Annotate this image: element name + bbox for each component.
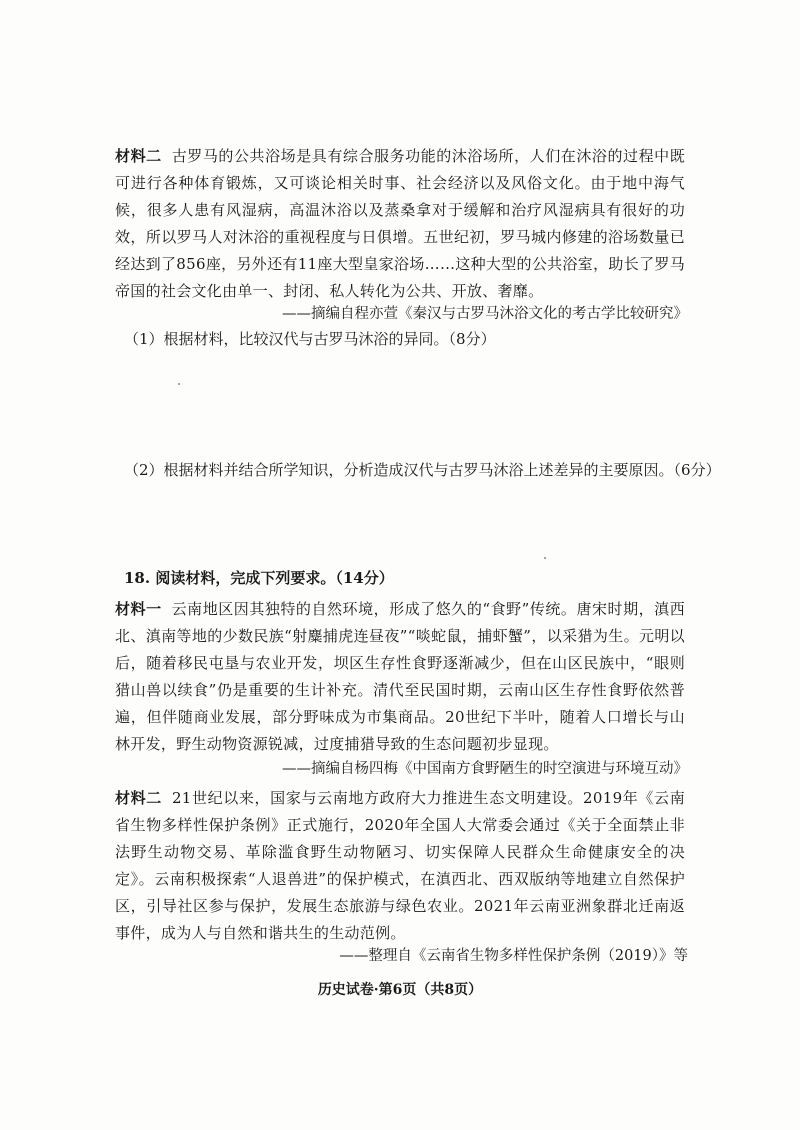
- q18-material1-paragraph: [115, 596, 685, 758]
- material2-text: 古罗马的公共浴场是具有综合服务功能的沐浴场所，人们在沐浴的过程中既可进行各种体育锻炼，又可谈论相关时事、社会经济以及风俗文化。由于地中海气候，很多人患有风湿病，高温沐浴以及蒸桑拿对于缓解和治疗风湿病具有很好的功效，所以罗马人对沐浴的重视程度与日俱增。五世纪初，罗马城内修建的浴场数量已经达到了856座，另外还有11座大型皇家浴场……这种大型的公共浴室，助长了罗马帝国的社会文化由单一、封闭、私人转化为公共、开放、奢靡。: [115, 147, 686, 300]
- material2-paragraph: [115, 143, 685, 305]
- q18-material2-text: 21世纪以来，国家与云南地方政府大力推进生态文明建设。2019年《云南省生物多样性保护条例》正式施行，2020年全国人大常委会通过《关于全面禁止非法野生动物交易、革除滥食野生动物陋习、切实保障人民群众生命健康安全的决定》。云南积极探索“人退兽进”的保护模式，在滇西北、西双版纳等地建立自然保护区，引导社区参与保护，发展生态旅游与绿色农业。2021年云南亚洲象群北迁南返事件，成为人与自然和谐共生的生动范例。: [115, 789, 685, 942]
- material2-label: 材料二: [115, 147, 162, 165]
- q18-material1-source: ——摘编自杨四梅《中国南方食野陋生的时空演进与环境互动》: [282, 761, 688, 777]
- page-footer: 历史试卷·第6页（共8页）: [317, 982, 483, 998]
- q18-material2-paragraph: [115, 785, 685, 947]
- scan-speck: [178, 383, 180, 385]
- q18-material1-text: 云南地区因其独特的自然环境，形成了悠久的“食野”传统。唐宋时期，滇西北、滇南等地的少数民族“射麋捕虎连昼夜”“啖蛇鼠，捕虾蟹”，以采猎为生。元明以后，随着移民屯垦与农业开发，坝区生存性食野逐渐减少，但在山区民族中，“眼则猎山兽以续食”仍是重要的生计补充。清代至民国时期，云南山区生存性食野依然普遍，但伴随商业发展，部分野味成为市集商品。20世纪下半叶，随着人口增长与山林开发，野生动物资源锐减，过度捕猎导致的生态问题初步显现。: [115, 600, 685, 753]
- question-18-heading: 18. 阅读材料，完成下列要求。（14分）: [124, 569, 394, 587]
- q18-material1-label: 材料一: [115, 600, 162, 618]
- material2-source: ——摘编自程亦萱《秦汉与古罗马沐浴文化的考古学比较研究》: [282, 306, 688, 322]
- q18-material2-source: ——整理自《云南省生物多样性保护条例（2019）》等: [339, 948, 688, 964]
- scan-speck: [544, 557, 546, 559]
- q18-material2-label: 材料二: [115, 789, 162, 807]
- question-17-2: （2）根据材料并结合所学知识，分析造成汉代与古罗马沐浴上述差异的主要原因。（6分）: [124, 461, 721, 479]
- question-17-1: （1）根据材料，比较汉代与古罗马沐浴的异同。（8分）: [124, 330, 496, 348]
